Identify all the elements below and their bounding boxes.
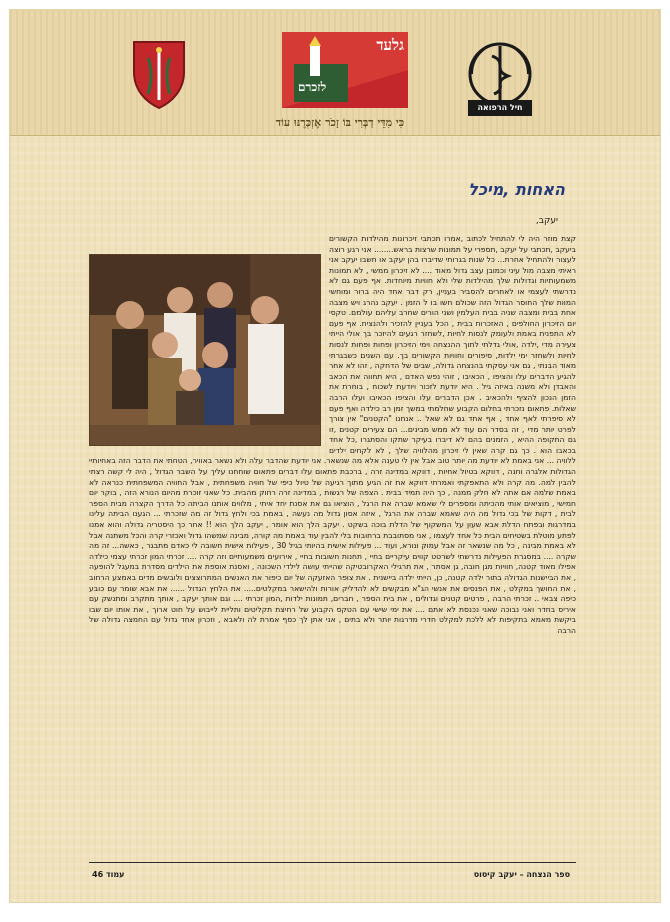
medical-corps-label: חיל הרפואה	[477, 103, 523, 112]
children-photo-icon	[90, 255, 320, 445]
gilad-logo	[280, 30, 410, 110]
medical-corps-emblem	[458, 36, 542, 122]
footer-page-number: עמוד 46	[92, 870, 125, 879]
article-body	[89, 234, 576, 854]
header-motto: כִּי מִדֵּי דַבְּרִי בּוֹ זָכֹר אֶזְכְּרֶנּוּ עוֹד	[275, 116, 405, 129]
family-photo	[89, 254, 321, 446]
red-shield-emblem-icon	[130, 38, 188, 110]
article-title: האחות ,מיכל	[468, 180, 565, 199]
footer-divider	[89, 862, 576, 863]
footer-book-label: ספר הנצחה – יעקב קיסוס	[473, 870, 570, 879]
page	[10, 10, 660, 902]
gilad-logo-bottom-text: לזכרם	[298, 80, 327, 94]
article-greeting: יעקב,	[535, 216, 558, 226]
article-paragraph: קצת מוזר היה לי להתחיל לכתוב ,אמרו תכתבי זיכרונות מהילדות הקשורים ביעקב ,תכתבי על יעקב ,תספרי על תמונות שרצות בראש........ אני רגע רוצה לעצור ולהתחיל אחרת... כל שנות בגרותי שדיברו בהן יעקב או חשבו יעקב אני ראיתי מצבה מול עיני וכמובן עצב גדול מאוד .... לא זיכרון ממשי , לא תמונות משמעותיות וגדולות שלך מהילדות שלי ולא חוויות מיוחדות. אף פעם גם לא נדרשתי לעצמי או לאחרים להסביר בעניין, רק דבר אחד היה ברור ומוחשי המוות שלך החוסר הגדול הזה שכולם חשו בו ל הזמן . יעקב נהרג ויש מצבה אחת בבית ומצבה שניה בבית העלמין ושני הורים שחרב עליהם עולמם. טקסי יום הזיכרון החולפים , האזכרות בבית , הכל בעניין להזכיר ולהנציח. אף פעם לא התפנית באמת ולעומק לנסות לחיות ,לשחזר רגעים להיזכר בך אולי הייתי צעירה מדי ,ילדה ,אולי גדלתי לתוך ההנצחה וימי הזיכרון ופחות ופחות לנסות לחיות ולשחזר ימי ילדות, סיפורים וחוויות הקשורים בך. עם השנים כשבגרתי מאוד הבנתי , גם אני עסקתי בהנצחה גדולה, שבים של הדחקה , זהו לא אחר להגיע הדברים עלו והציפו , הכאיבו , זוהי נפש האדם , היא תחווה את הכאב והאבדן ולא משנה באיזה גיל . היא יודעת לזכור ויודעת לשכוח , בוחרת את הזמן הנכון להציף ולהכאיב . אכן הדברים עלו והציפו הכאיבו ועלו הרבה שאלות. פתאום נזכרתי בחלום הקבוע שחלמתי במשך זמן רב כילדה ואף פעם לא סיפרתי לאף אחד , אף אחד גם לא שאל .. אנחנו "הקטנים" אין צורך לפרט יותר מדי , זה בסדר הם עוד לא ממש מבינים... הם צעירים קטנים ,זו גם התקופה ההיא , הזמנים בהם לא דיברו בעיקר שתקו והסתגרו ,כל אחד בכאבו הוא . כך גם קרה שאין לי זיכרון מהלוויה שלך , לא לקחים ילדים ללוויה ... אני באמת לא יודעת מה יותר טוב אבל אין לי טענה אלא מה שנשאר. אני יודעת שהדבר עלה ולא נשאר באוויר, הטחתי את הדבר הזה באחיותיי הגדולות אלגרה וחנה , דווקא בטיול אחיות , דווקא במדינה זרה , ברכבת פתאום עלו דברים פתאום שוחחנו עליך על השבר הגדול , היה לי קשה רצתי להבין למה. מה קרה ולא התאפקתי ואמרתי דווקא את זה הגיע מתוך רגיעה של טיול כיפי של חוויה משפחתית , אבל החוויה המשפחתית כנראה לא באמת שלמה אם אתה לא חלק ממנה , כך היה תמיד בבית . הצפה של רגשות , במדינה זרה רחוק מהבית. כל שאני זוכרת מהיום הנורא הזה , בוקר יום חמישי , מוציאים אותי מהכיתה ומספרים לי שאמא שברה את הרגל , הוציאו גם את אסנת יחד איתי , מלווים אותנו הביתה כל הדרך הקצרה מבית הספר לבית , דקות של בכי גדול מה היה שאמא שברה את הרגל , איזה אסון גדול מה נעשה , באמת בכי ולחץ גדול זה מה שזכרתי ... הגענו הביתה עלינו במדרגות ובפתח הדלת אבא שעון על המשקוף של הדלת בוכה בשקט . יעקב הלך הוא אומר , יעקב הלך הוא !! אחר כך היסטריה גדולה והוא אמנו לפתע מוטלת בשטיחים הבית כל אחד לעצמו , אני מסתובבת ברחובות בלי להבין עוד באמת מה קורה, מבינה שמשהו גדול ואכזרי קרה והכל משתנה אבל לא באמת מבינה , כל מה שנשאר זה אבל עמוק ונורא, ועוד ... פעילות אישית בהיותי בגיל 30 , פעילות אישית חשובה לי כאדם מתבגר , כאשה... זה מה שקרה .... במסגרת הפעילות נדרשתי לשרטט קווים עיקריים בחיי , תחנות חשובות בחיי , אירועים משמעותיים וזה קרה .... זכרתי המון זכרתי עצמי כילדה אפילו מאוד קטנה, חוויות מגן חובה, גן אסתר , את תרגילי האקרובטיקה שהייתי עושה לילדי השכונה , ואסנת אוספת את הילדים מסדרת במעגל להופעה , את הביישנות הגדולה בתור ילדה קטנה, כן, הייתי ילדה ביישנית . את צופר האזעקה של יום כיפור את האנשים המתרוצצים ולובשים מדים באמצע הרחוב , את החושך במקלט , את הפנסים את אנשי הג"א מבקשים לא להדליק אורות ולהישאר במקלטים..... את הלחץ הגדול ...... את אבא שומר עם כובע כיפה צבאי .. זכרתי הרבה , פרטים קטנים וגדולים , את בית הספר , חברים, תמונות ילדות ,המון זכרתי .... וגם אותך יעקב , אותך מתקרב ומתנשק עם איריס בחדר ואני נבוכה שאני נכנסת לא אתם .... את ימי שישי עם הטקס הקבוע של רחיצת תקליטים ותליית לייבוש על חוט ארוך , את אותו יום שבו ביקשת מאמא בתקיפות לא ללכת למקלט חדרי מדרגות יותר ולא בתים , אני אתן לך כסף אמרת לה ולאבא , וזכרון אחד גדול עם החמצה גדולה של הרבה	[89, 234, 576, 635]
header-banner	[10, 10, 660, 136]
gilad-logo-top-text: גלעד	[376, 36, 404, 54]
